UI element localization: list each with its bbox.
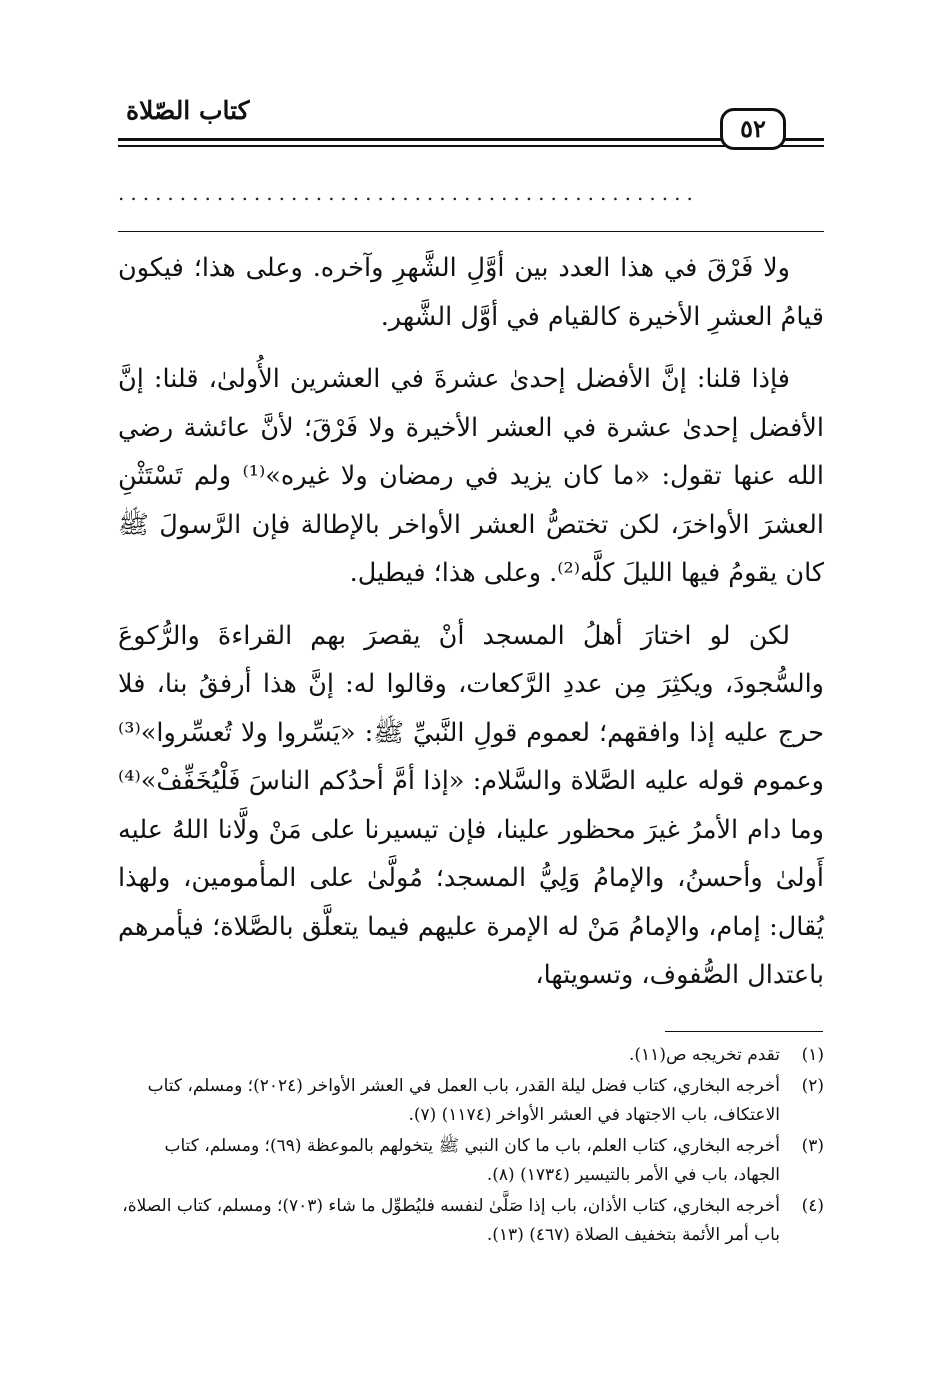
footnote-rule — [665, 1031, 823, 1032]
footnote-number: (٣) — [801, 1136, 824, 1156]
paragraph-1: ولا فَرْقَ في هذا العدد بين أوَّلِ الشَّهرِ وآخره. وعلى هذا؛ فيكون قيامُ العشرِ الأخيرة كالقيام في أوَّل الشَّهر. — [118, 253, 824, 332]
footnote-2 — [118, 1072, 824, 1130]
paragraph-3: لكن لو اختارَ أهلُ المسجد أنْ يقصرَ بهم القراءةَ والرُّكوعَ والسُّجودَ، ويكثِرَ مِن عددِ الرَّكعات، وقالوا له: إنَّ هذا أرفقُ بنا، فلا حرج عليه إذا وافقهم؛ لعموم قولِ النَّبيِّ ﷺ: «يَسِّروا ولا تُعسِّروا»⁽³⁾ وعموم قوله عليه الصَّلاة والسَّلام: «إذا أمَّ أحدُكم الناسَ فَلْيُخَفِّفْ»⁽⁴⁾ وما دام الأمرُ غيرَ محظور علينا، فإن تيسيرنا على مَنْ ولَّانا اللهُ عليه أَولىٰ وأحسنُ، والإمامُ وَلِيُّ المسجد؛ مُولَّىٰ على المأمومين، ولهذا يُقال: إمام، والإمامُ مَنْ له الإمرة عليهم فيما يتعلَّق بالصَّلاة؛ فيأمرهم باعتدال الصُّفوف، وتسويتها، — [118, 620, 824, 990]
footnotes — [118, 1041, 824, 1252]
dotted-separator: ............................................... — [118, 183, 699, 203]
footnote-text: تقدم تخريجه ص(١١). — [629, 1045, 780, 1065]
footnote-text: أخرجه البخاري، كتاب العلم، باب ما كان النبي ﷺ يتخولهم بالموعظة (٦٩)؛ ومسلم، كتاب الجهاد، باب في الأمر بالتيسير (١٧٣٤) (٨). — [164, 1136, 780, 1185]
page-header — [118, 92, 824, 156]
footnote-text: أخرجه البخاري، كتاب الأذان، باب إذا صَلَّىٰ لنفسه فليُطوِّل ما شاء (٧٠٣)؛ ومسلم، كتاب الصلاة، باب أمر الأئمة بتخفيف الصلاة (٤٦٧) (١٣). — [122, 1196, 780, 1245]
footnote-number: (٤) — [801, 1196, 824, 1216]
footnote-4 — [118, 1192, 824, 1250]
footnote-3 — [118, 1132, 824, 1190]
book-title: كتاب الصّلاة — [122, 96, 254, 125]
page-number: ٥٢ — [720, 108, 786, 150]
footnote-number: (٢) — [801, 1076, 824, 1096]
footnote-number: (١) — [801, 1045, 824, 1065]
top-rule — [118, 231, 824, 232]
header-rule-thin — [118, 145, 824, 147]
footnote-1 — [118, 1041, 824, 1070]
paragraph-2: فإذا قلنا: إنَّ الأفضل إحدىٰ عشرةَ في العشرين الأُولىٰ، قلنا: إنَّ الأفضل إحدىٰ عشرة في العشر الأخيرة ولا فَرْقَ؛ لأنَّ عائشة رضي الله عنها تقول: «ما كان يزيد في رمضان ولا غيره»⁽¹⁾ ولم تَسْتَثْنِ العشرَ الأواخرَ، لكن تختصُّ العشر الأواخر بالإطالة فإن الرَّسولَ ﷺ كان يقومُ فيها الليلَ كلَّه⁽²⁾. وعلى هذا؛ فيطيل. — [118, 364, 824, 588]
header-rule-thick — [118, 138, 824, 141]
main-text — [118, 244, 824, 1014]
footnote-text: أخرجه البخاري، كتاب فضل ليلة القدر، باب العمل في العشر الأواخر (٢٠٢٤)؛ ومسلم، كتاب الاعتكاف، باب الاجتهاد في العشر الأواخر (١١٧٤) (٧). — [147, 1076, 780, 1125]
